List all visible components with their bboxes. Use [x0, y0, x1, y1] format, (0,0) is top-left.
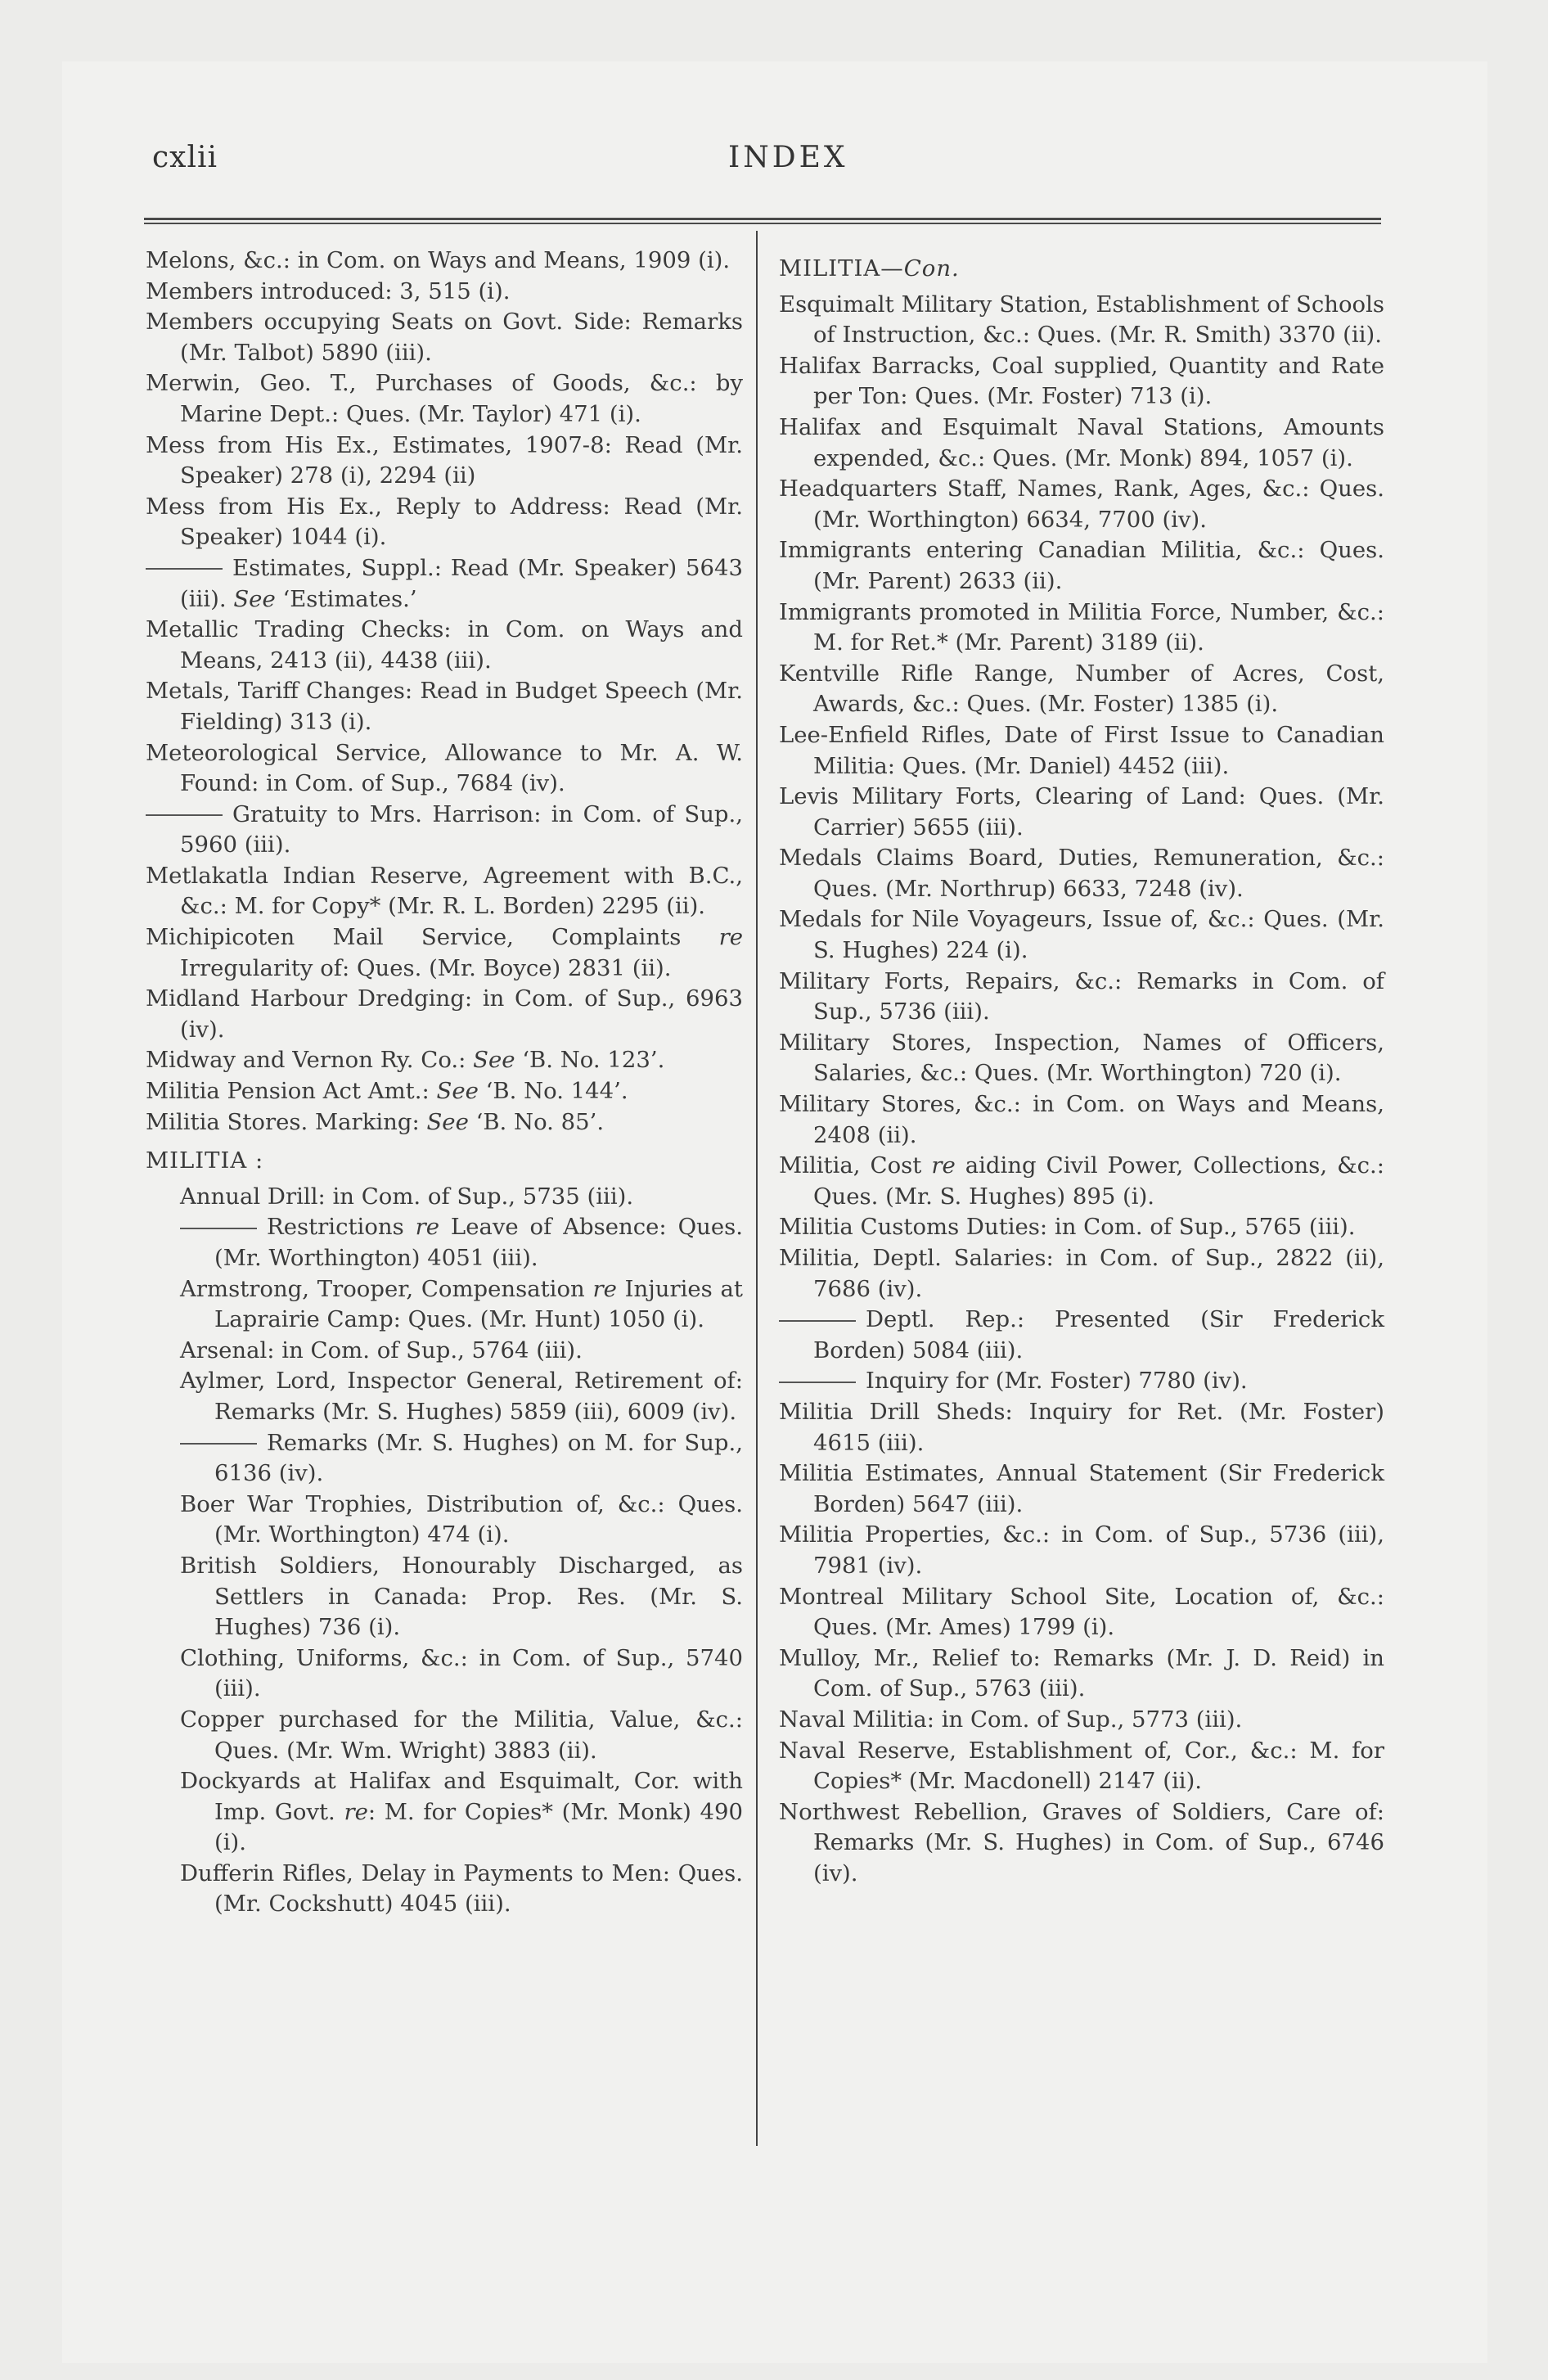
index-entry: Mulloy, Mr., Relief to: Remarks (Mr. J. D. Reid) in Com. of Sup., 5763 (iii). — [779, 1644, 1384, 1702]
index-entry: Estimates, Suppl.: Read (Mr. Speaker) 5643 (iii). See ‘Estimates.’ — [146, 553, 743, 615]
index-entry: Dufferin Rifles, Delay in Payments to Men: Ques. (Mr. Cockshutt) 4045 (iii). — [180, 1859, 743, 1918]
index-entry: Military Stores, Inspection, Names of Officers, Salaries, &c.: Ques. (Mr. Worthington) 720 (i). — [779, 1029, 1384, 1087]
index-entry: Aylmer, Lord, Inspector General, Retirement of: Remarks (Mr. S. Hughes) 5859 (iii), 6009 (iv). — [180, 1368, 743, 1425]
index-entry: Mess from His Ex., Reply to Address: Read (Mr. Speaker) 1044 (i). — [146, 493, 743, 551]
index-entry: Gratuity to Mrs. Harrison: in Com. of Sup., 5960 (iii). — [146, 800, 743, 861]
header-rule-secondary — [144, 223, 1381, 224]
index-entry: Annual Drill: in Com. of Sup., 5735 (iii). — [180, 1183, 634, 1210]
right-entry-list — [779, 290, 1384, 1890]
page-number: cxlii — [152, 141, 218, 174]
index-entry: Medals for Nile Voyageurs, Issue of, &c.: Ques. (Mr. S. Hughes) 224 (i). — [779, 906, 1384, 964]
index-entry: Headquarters Staff, Names, Rank, Ages, &c.: Ques. (Mr. Worthington) 6634, 7700 (iv). — [779, 476, 1384, 533]
index-entry: Midland Harbour Dredging: in Com. of Sup., 6963 (iv). — [146, 985, 743, 1043]
page-title: INDEX — [728, 141, 848, 174]
index-entry: Merwin, Geo. T., Purchases of Goods, &c.: by Marine Dept.: Ques. (Mr. Taylor) 471 (i). — [146, 370, 743, 427]
militia-entry-list — [146, 1182, 743, 1920]
index-entry: Copper purchased for the Militia, Value, &c.: Ques. (Mr. Wm. Wright) 3883 (ii). — [180, 1706, 743, 1764]
index-entry: Militia Drill Sheds: Inquiry for Ret. (Mr. Foster) 4615 (iii). — [779, 1398, 1384, 1456]
left-column — [146, 246, 743, 1920]
index-entry: Armstrong, Trooper, Compensation re Injuries at Laprairie Camp: Ques. (Mr. Hunt) 1050 (i). — [180, 1275, 743, 1333]
index-entry: Inquiry for (Mr. Foster) 7780 (iv). — [779, 1366, 1384, 1397]
index-entry: Militia Customs Duties: in Com. of Sup., 5765 (iii). — [779, 1214, 1356, 1241]
index-entry: Militia, Deptl. Salaries: in Com. of Sup., 2822 (ii), 7686 (iv). — [779, 1245, 1384, 1302]
index-entry: Militia Pension Act Amt.: See ‘B. No. 144’. — [146, 1078, 628, 1105]
index-entry: Boer War Trophies, Distribution of, &c.: Ques. (Mr. Worthington) 474 (i). — [180, 1490, 743, 1548]
index-entry: Esquimalt Military Station, Establishment of Schools of Instruction, &c.: Ques. (Mr. R. Smith) 3370 (ii). — [779, 291, 1384, 349]
index-entry: Metals, Tariff Changes: Read in Budget Speech (Mr. Fielding) 313 (i). — [146, 678, 743, 735]
left-entry-list — [146, 246, 743, 1138]
index-entry: Clothing, Uniforms, &c.: in Com. of Sup., 5740 (iii). — [180, 1644, 743, 1702]
index-entry: Halifax and Esquimalt Naval Stations, Amounts expended, &c.: Ques. (Mr. Monk) 894, 1057 (i). — [779, 413, 1384, 471]
index-entry: Military Stores, &c.: in Com. on Ways and Means, 2408 (ii). — [779, 1091, 1384, 1148]
index-entry: Militia Properties, &c.: in Com. of Sup., 5736 (iii), 7981 (iv). — [779, 1521, 1384, 1579]
index-entry: Dockyards at Halifax and Esquimalt, Cor. with Imp. Govt. re: M. for Copies* (Mr. Monk) 490 (i). — [180, 1768, 743, 1856]
column-divider — [756, 231, 758, 2146]
index-entry: British Soldiers, Honourably Discharged, as Settlers in Canada: Prop. Res. (Mr. S. Hughes) 736 (i). — [180, 1552, 743, 1641]
index-entry: Northwest Rebellion, Graves of Soldiers, Care of: Remarks (Mr. S. Hughes) in Com. of Sup., 6746 (iv). — [779, 1798, 1384, 1886]
index-entry: Immigrants promoted in Militia Force, Number, &c.: M. for Ret.* (Mr. Parent) 3189 (ii). — [779, 598, 1384, 656]
militia-heading: MILITIA : — [146, 1147, 264, 1174]
index-entry: Levis Military Forts, Clearing of Land: Ques. (Mr. Carrier) 5655 (iii). — [779, 783, 1384, 841]
index-entry: Melons, &c.: in Com. on Ways and Means, 1909 (i). — [146, 247, 731, 273]
index-entry: Lee-Enfield Rifles, Date of First Issue to Canadian Militia: Ques. (Mr. Daniel) 4452 (iii). — [779, 721, 1384, 779]
index-entry: Medals Claims Board, Duties, Remuneration, &c.: Ques. (Mr. Northrup) 6633, 7248 (iv). — [779, 845, 1384, 902]
index-entry: Deptl. Rep.: Presented (Sir Frederick Borden) 5084 (iii). — [779, 1305, 1384, 1366]
index-entry: Naval Reserve, Establishment of, Cor., &c.: M. for Copies* (Mr. Macdonell) 2147 (ii). — [779, 1737, 1384, 1795]
header-rule — [144, 218, 1381, 220]
index-entry: Meteorological Service, Allowance to Mr. A. W. Found: in Com. of Sup., 7684 (iv). — [146, 739, 743, 797]
index-entry: Remarks (Mr. S. Hughes) on M. for Sup., 6136 (iv). — [146, 1428, 743, 1490]
index-entry: Midway and Vernon Ry. Co.: See ‘B. No. 123’. — [146, 1047, 665, 1074]
militia-continued-heading: MILITIA—Con. — [779, 255, 960, 282]
index-entry: Restrictions re Leave of Absence: Ques. (Mr. Worthington) 4051 (iii). — [146, 1212, 743, 1273]
right-column — [779, 246, 1384, 1889]
index-entry: Immigrants entering Canadian Militia, &c.: Ques. (Mr. Parent) 2633 (ii). — [779, 537, 1384, 594]
index-entry: Michipicoten Mail Service, Complaints re Irregularity of: Ques. (Mr. Boyce) 2831 (ii). — [146, 924, 743, 981]
index-entry: Members occupying Seats on Govt. Side: Remarks (Mr. Talbot) 5890 (iii). — [146, 309, 743, 366]
index-entry: Metallic Trading Checks: in Com. on Ways and Means, 2413 (ii), 4438 (iii). — [146, 616, 743, 674]
index-entry: Metlakatla Indian Reserve, Agreement with B.C., &c.: M. for Copy* (Mr. R. L. Borden) 2295 (ii). — [146, 862, 743, 920]
index-entry: Mess from His Ex., Estimates, 1907-8: Read (Mr. Speaker) 278 (i), 2294 (ii) — [146, 431, 743, 489]
index-entry: Arsenal: in Com. of Sup., 5764 (iii). — [180, 1336, 583, 1364]
index-entry: Militia Estimates, Annual Statement (Sir Frederick Borden) 5647 (iii). — [779, 1460, 1384, 1517]
index-entry: Halifax Barracks, Coal supplied, Quantity and Rate per Ton: Ques. (Mr. Foster) 713 (i). — [779, 352, 1384, 410]
index-entry: Kentville Rifle Range, Number of Acres, Cost, Awards, &c.: Ques. (Mr. Foster) 1385 (i). — [779, 660, 1384, 718]
index-entry: Montreal Military School Site, Location of, &c.: Ques. (Mr. Ames) 1799 (i). — [779, 1583, 1384, 1641]
index-entry: Militia, Cost re aiding Civil Power, Collections, &c.: Ques. (Mr. S. Hughes) 895 (i). — [779, 1152, 1384, 1210]
index-entry: Military Forts, Repairs, &c.: Remarks in Com. of Sup., 5736 (iii). — [779, 967, 1384, 1025]
index-entry: Members introduced: 3, 515 (i). — [146, 277, 511, 304]
index-entry: Militia Stores. Marking: See ‘B. No. 85’. — [146, 1108, 605, 1135]
index-entry: Naval Militia: in Com. of Sup., 5773 (iii). — [779, 1706, 1243, 1733]
